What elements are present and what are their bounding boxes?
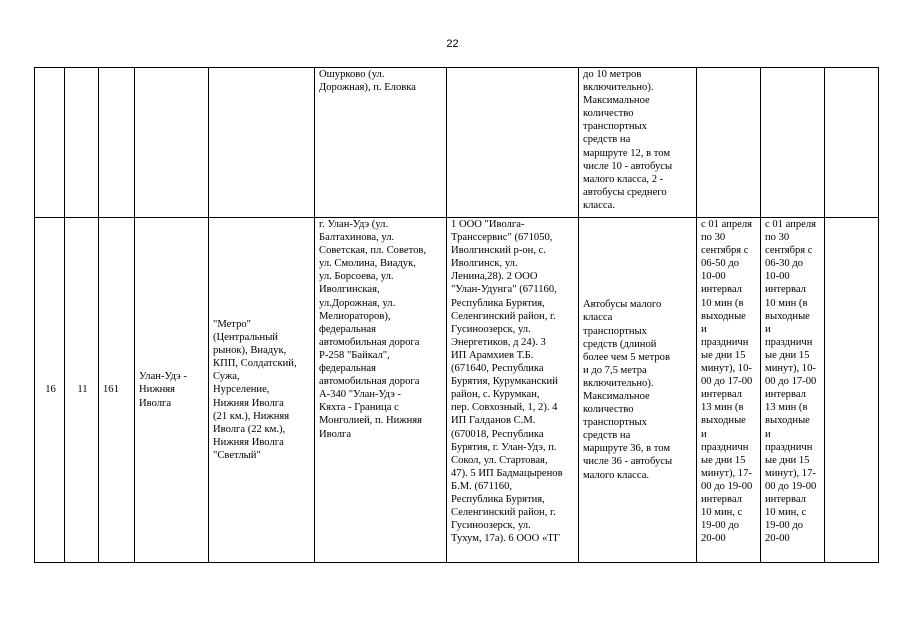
cell-route-number [99,68,135,218]
table-row [35,68,879,218]
cell-schedule-alt: с 01 апреля по 30 сентября с 06-30 до 10-00 интервал 10 мин (в выходные и праздничн ые дни 15 минут), 10- 00 до 17-00 интервал 13 мин (в выходные и праздничн ые дни 15 минут), 17- 00 до 19-00 интервал 10 мин, с 19-00 до 20-00 [761,218,825,563]
cell-stops: "Метро" (Центральный рынок), Виадук, КПП, Солдатский, Сужа, Нурселение, Нижняя Иволга (21 км.), Нижняя Иволга (22 км.), Нижняя Иволга "Светлый" [209,218,315,563]
cell-route-name: Улан-Удэ - Нижняя Иволга [135,218,209,563]
cell-extra [825,218,879,563]
route-schedule-table [34,67,879,563]
cell-route-order-number [65,68,99,218]
cell-stops [209,68,315,218]
cell-vehicles: Автобусы малого класса транспортных средств (длиной более чем 5 метров и до 7,5 метра включительно). Максимальное количество транспортных средств на маршруте 36, в том числе 36 - автобусы малого класса. [579,218,697,563]
cell-carriers [447,68,579,218]
cell-extra [825,68,879,218]
cell-vehicles: до 10 метров включительно). Максимальное количество транспортных средств на маршруте 12, в том числе 10 - автобусы малого класса, 2 - автобусы среднего класса. [579,68,697,218]
cell-route-number: 161 [99,218,135,563]
cell-schedule-weekday: с 01 апреля по 30 сентября с 06-50 до 10-00 интервал 10 мин (в выходные и праздничн ые дни 15 минут), 10- 00 до 17-00 интервал 13 мин (в выходные и праздничн ые дни 15 минут), 17- 00 до 19-00 интервал 10 мин, с 19-00 до 20-00 [697,218,761,563]
cell-route-order-number: 11 [65,218,99,563]
cell-streets-roads: г. Улан-Удэ (ул. Балтахинова, ул. Советская, пл. Советов, ул. Смолина, Виадук, ул. Борсоева, ул. Иволгинская, ул.Дорожная, ул. Мелиораторов), федеральная автомобильная дорога Р-258 "Байкал", федеральная автомобильная дорога А-340 "Улан-Удэ - Кяхта - Граница с Монголией, п. Нижняя Иволга [315,218,447,563]
cell-registry-number: 16 [35,218,65,563]
page-number: 22 [446,38,459,50]
cell-route-name [135,68,209,218]
cell-schedule-weekday [697,68,761,218]
cell-schedule-alt [761,68,825,218]
cell-streets-roads: Ошурково (ул. Дорожная), п. Еловка [315,68,447,218]
table-row [35,218,879,563]
cell-registry-number [35,68,65,218]
cell-carriers: 1 ООО "Иволга- Трансcервис" (671050, Иволгинский р-он, с. Иволгинск, ул. Ленина,28). 2 ООО "Улан-Удунга" (671160, Республика Бурятия, Селенгинский район, г. Гусиноозерск, ул. Энергетиков, д 24). 3 ИП Арамхиев Т.Б. (671640, Республика Бурятия, Курумканский район, с. Курумкан, пер. Совхозный, 1, 2). 4 ИП Галданов С.М. (670018, Республика Бурятия, г. Улан-Удэ, п. Сокол, ул. Стартовая, 47). 5 ИП Бадмацыренов Б.М. (671160, Республика Бурятия, Селенгинский район, г. Гусиноозерск, ул. Тухум, 17а). 6 ООО «ТГ [447,218,579,563]
